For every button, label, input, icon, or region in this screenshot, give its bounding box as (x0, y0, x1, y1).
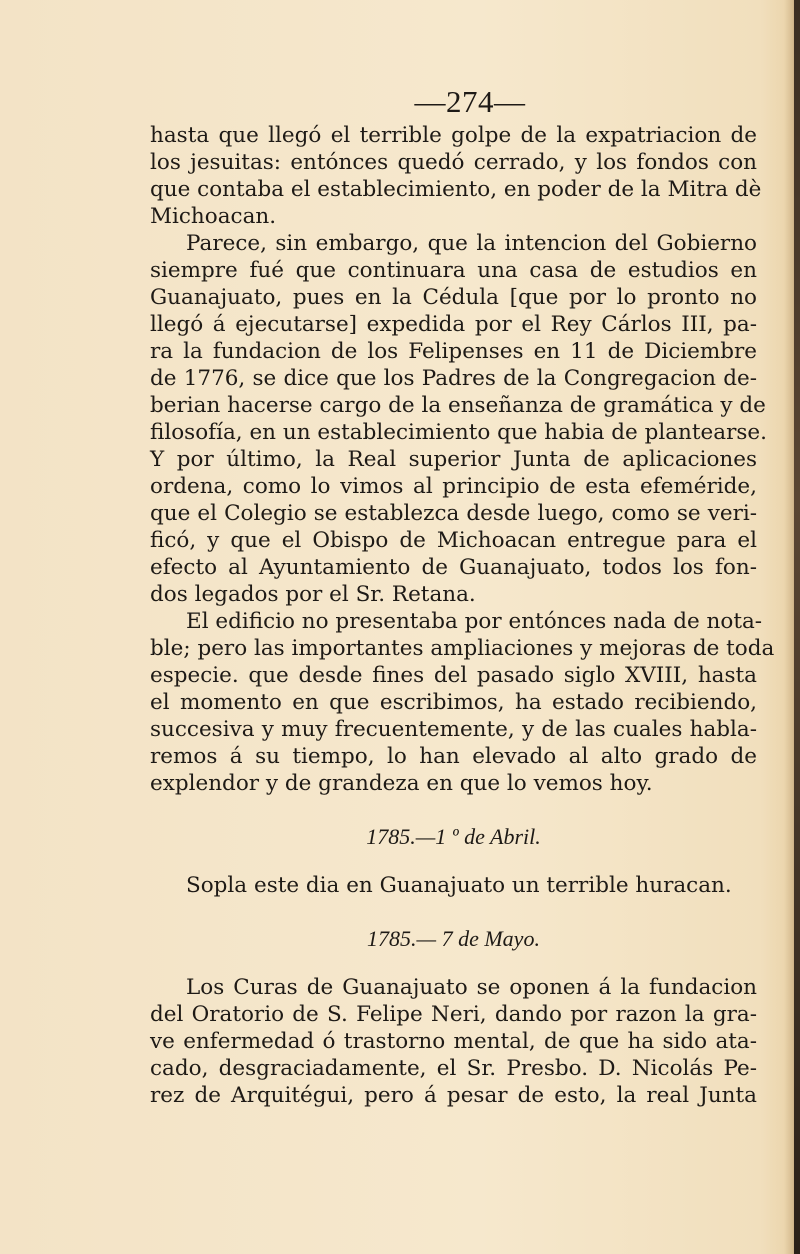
text-line: del Oratorio de S. Felipe Neri, dando por razon la gra- (150, 1002, 757, 1027)
paragraph (150, 122, 762, 230)
text-line: ra la fundacion de los Felipenses en 11 de Diciembre (150, 339, 757, 364)
text-line: ve enfermedad ó trastorno mental, de que ha sido ata- (150, 1029, 757, 1054)
text-line: Y por último, la Real superior Junta de aplicaciones (150, 447, 757, 472)
text-line: ble; pero las importantes ampliaciones y mejoras de toda (150, 636, 775, 661)
entry-date: 1785.—1 º de Abril. (366, 824, 541, 849)
text-line: dos legados por el Sr. Retana. (150, 582, 476, 607)
text-line: cado, desgraciadamente, el Sr. Presbo. D. Nicolás Pe- (150, 1056, 757, 1081)
text-line: hasta que llegó el terrible golpe de la expatriacion de (150, 123, 757, 148)
text-line: siempre fué que continuara una casa de estudios en (150, 258, 757, 283)
body-text (150, 122, 775, 1109)
text-line: rez de Arquitégui, pero á pesar de esto, la real Junta (150, 1083, 757, 1108)
text-line: que el Colegio se establezca desde luego, como se veri- (150, 501, 757, 526)
text-line: el momento en que escribimos, ha estado recibiendo, (150, 690, 757, 715)
text-line: especie. que desde fines del pasado siglo XVIII, hasta (150, 663, 757, 688)
book-spine-edge (794, 0, 800, 1254)
text-line: explendor y de grandeza en que lo vemos hoy. (150, 771, 653, 796)
text-line: berian hacerse cargo de la enseñanza de gramática y de (150, 393, 766, 418)
paragraph (150, 230, 767, 608)
text-line: Los Curas de Guanajuato se oponen á la fundacion (186, 975, 757, 1000)
text-line: filosofía, en un establecimiento que habia de plantearse. (150, 420, 767, 445)
text-line: llegó á ejecutarse] expedida por el Rey Cárlos III, pa- (150, 312, 757, 337)
text-line: Michoacan. (150, 204, 277, 229)
entry-date: 1785.— 7 de Mayo. (367, 926, 540, 951)
text-line: Parece, sin embargo, que la intencion del Gobierno (186, 231, 757, 256)
text-line: succesiva y muy frecuentemente, y de las cuales habla- (150, 717, 757, 742)
text-line: ficó, y que el Obispo de Michoacan entregue para el (150, 528, 757, 553)
page-number: —274— (414, 84, 526, 119)
text-line: El edificio no presentaba por entónces nada de nota- (186, 609, 763, 634)
text-line: los jesuitas: entónces quedó cerrado, y los fondos con (150, 150, 757, 175)
text-line: Guanajuato, pues en la Cédula [que por lo pronto no (150, 285, 757, 310)
paragraph (150, 974, 757, 1109)
text-line: de 1776, se dice que los Padres de la Congregacion de- (150, 366, 757, 391)
paragraph (150, 608, 775, 797)
text-line: remos á su tiempo, lo han elevado al alto grado de (150, 744, 757, 769)
text-line: que contaba el establecimiento, en poder de la Mitra dè (150, 177, 762, 202)
entry-text: Sopla este dia en Guanajuato un terrible huracan. (186, 873, 732, 898)
text-line: efecto al Ayuntamiento de Guanajuato, todos los fon- (150, 555, 757, 580)
text-line: ordena, como lo vimos al principio de esta efeméride, (150, 474, 757, 499)
